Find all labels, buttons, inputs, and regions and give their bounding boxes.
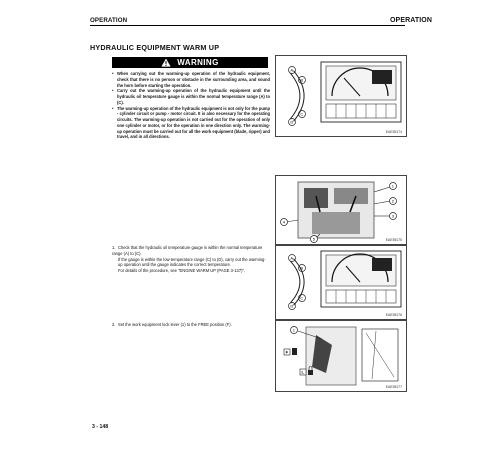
page-number: 3 - 148	[92, 424, 109, 430]
step-line: Check that the hydraulic oil temperature gauge is within the normal temperature range (A) to (C).	[112, 245, 263, 256]
figure-label: A	[290, 255, 294, 261]
figure-label: 4	[282, 219, 286, 225]
step-number: 2.	[112, 322, 116, 327]
figure-temperature-gauge	[275, 55, 407, 137]
figure-label: B	[300, 265, 304, 271]
warning-label: WARNING	[177, 58, 219, 67]
figure-code: EAE55176	[385, 313, 402, 317]
figure-label: 2	[391, 198, 395, 204]
figure-label: 1	[292, 327, 296, 333]
step-1	[112, 245, 270, 274]
figure-label: D	[290, 303, 294, 309]
figure-machine-controls	[275, 175, 407, 245]
figure-label: A	[290, 67, 294, 73]
figure-label: 3	[391, 213, 395, 219]
step-line: If the gauge is within the low-temperature range (C) to (D), carry out the warming-up operation until the gauge indicates the correct temperature.	[118, 256, 266, 268]
step-2	[112, 322, 270, 328]
warning-bullet-list	[112, 71, 270, 140]
step-line: For details of the procedure, see "ENGINE WARM UP (PAGE 3-137)".	[118, 268, 246, 273]
warning-bullet: • Carry out the warming-up operation of the hydraulic equipment until the hydraulic oil temperature gauge is within the normal temperature range (A) to (C).	[112, 88, 270, 105]
warning-bullet: • The warming-up operation of the hydraulic equipment is not only for the pump - cylinder circuit or pump - motor circuit. It is also necessary for the operating circuits. The warming-up operation is not carried out for the operation of only one cylinder or motor, or for the operation in one direction only. The warming-up operation must be carried out for all the work equipment (blade, ripper) and travel, and in all directions.	[112, 106, 270, 141]
figure-code: EAE55175	[385, 238, 402, 242]
warning-bullet: • When carrying out the warming-up operation of the hydraulic equipment, check that there is no person or obstacle in the surrounding area, and sound the horn before starting the operation.	[112, 71, 270, 88]
section-title: HYDRAULIC EQUIPMENT WARM UP	[90, 43, 220, 52]
figure-code: EAE55177	[385, 385, 402, 389]
lock-lever-illustration	[276, 321, 406, 391]
header-left-section: OPERATION	[90, 17, 128, 24]
figure-code: EAE55174	[385, 130, 402, 134]
unlock-icon	[292, 348, 297, 355]
figure-temperature-gauge-step1	[275, 245, 407, 320]
figure-label: L	[301, 369, 304, 375]
lock-icon	[308, 370, 313, 375]
figure-label: C	[300, 295, 304, 301]
figure-label: F	[285, 349, 289, 355]
figure-lock-lever	[275, 320, 407, 392]
gauge-illustration	[276, 246, 406, 319]
header-rule	[90, 25, 405, 26]
warning-banner	[112, 57, 268, 68]
figure-label: 5	[312, 236, 316, 242]
step-line: Set the work equipment lock lever (1) to the FREE position (F).	[118, 322, 232, 327]
step-number: 1.	[112, 245, 116, 250]
figure-label: C	[300, 111, 304, 117]
header-right-section: OPERATION	[390, 17, 432, 24]
figure-label: B	[300, 77, 304, 83]
gauge-illustration	[276, 56, 406, 136]
figure-label: D	[290, 119, 294, 125]
warning-triangle-icon	[161, 58, 171, 67]
machine-controls-illustration	[276, 176, 406, 244]
figure-label: 1	[391, 183, 395, 189]
